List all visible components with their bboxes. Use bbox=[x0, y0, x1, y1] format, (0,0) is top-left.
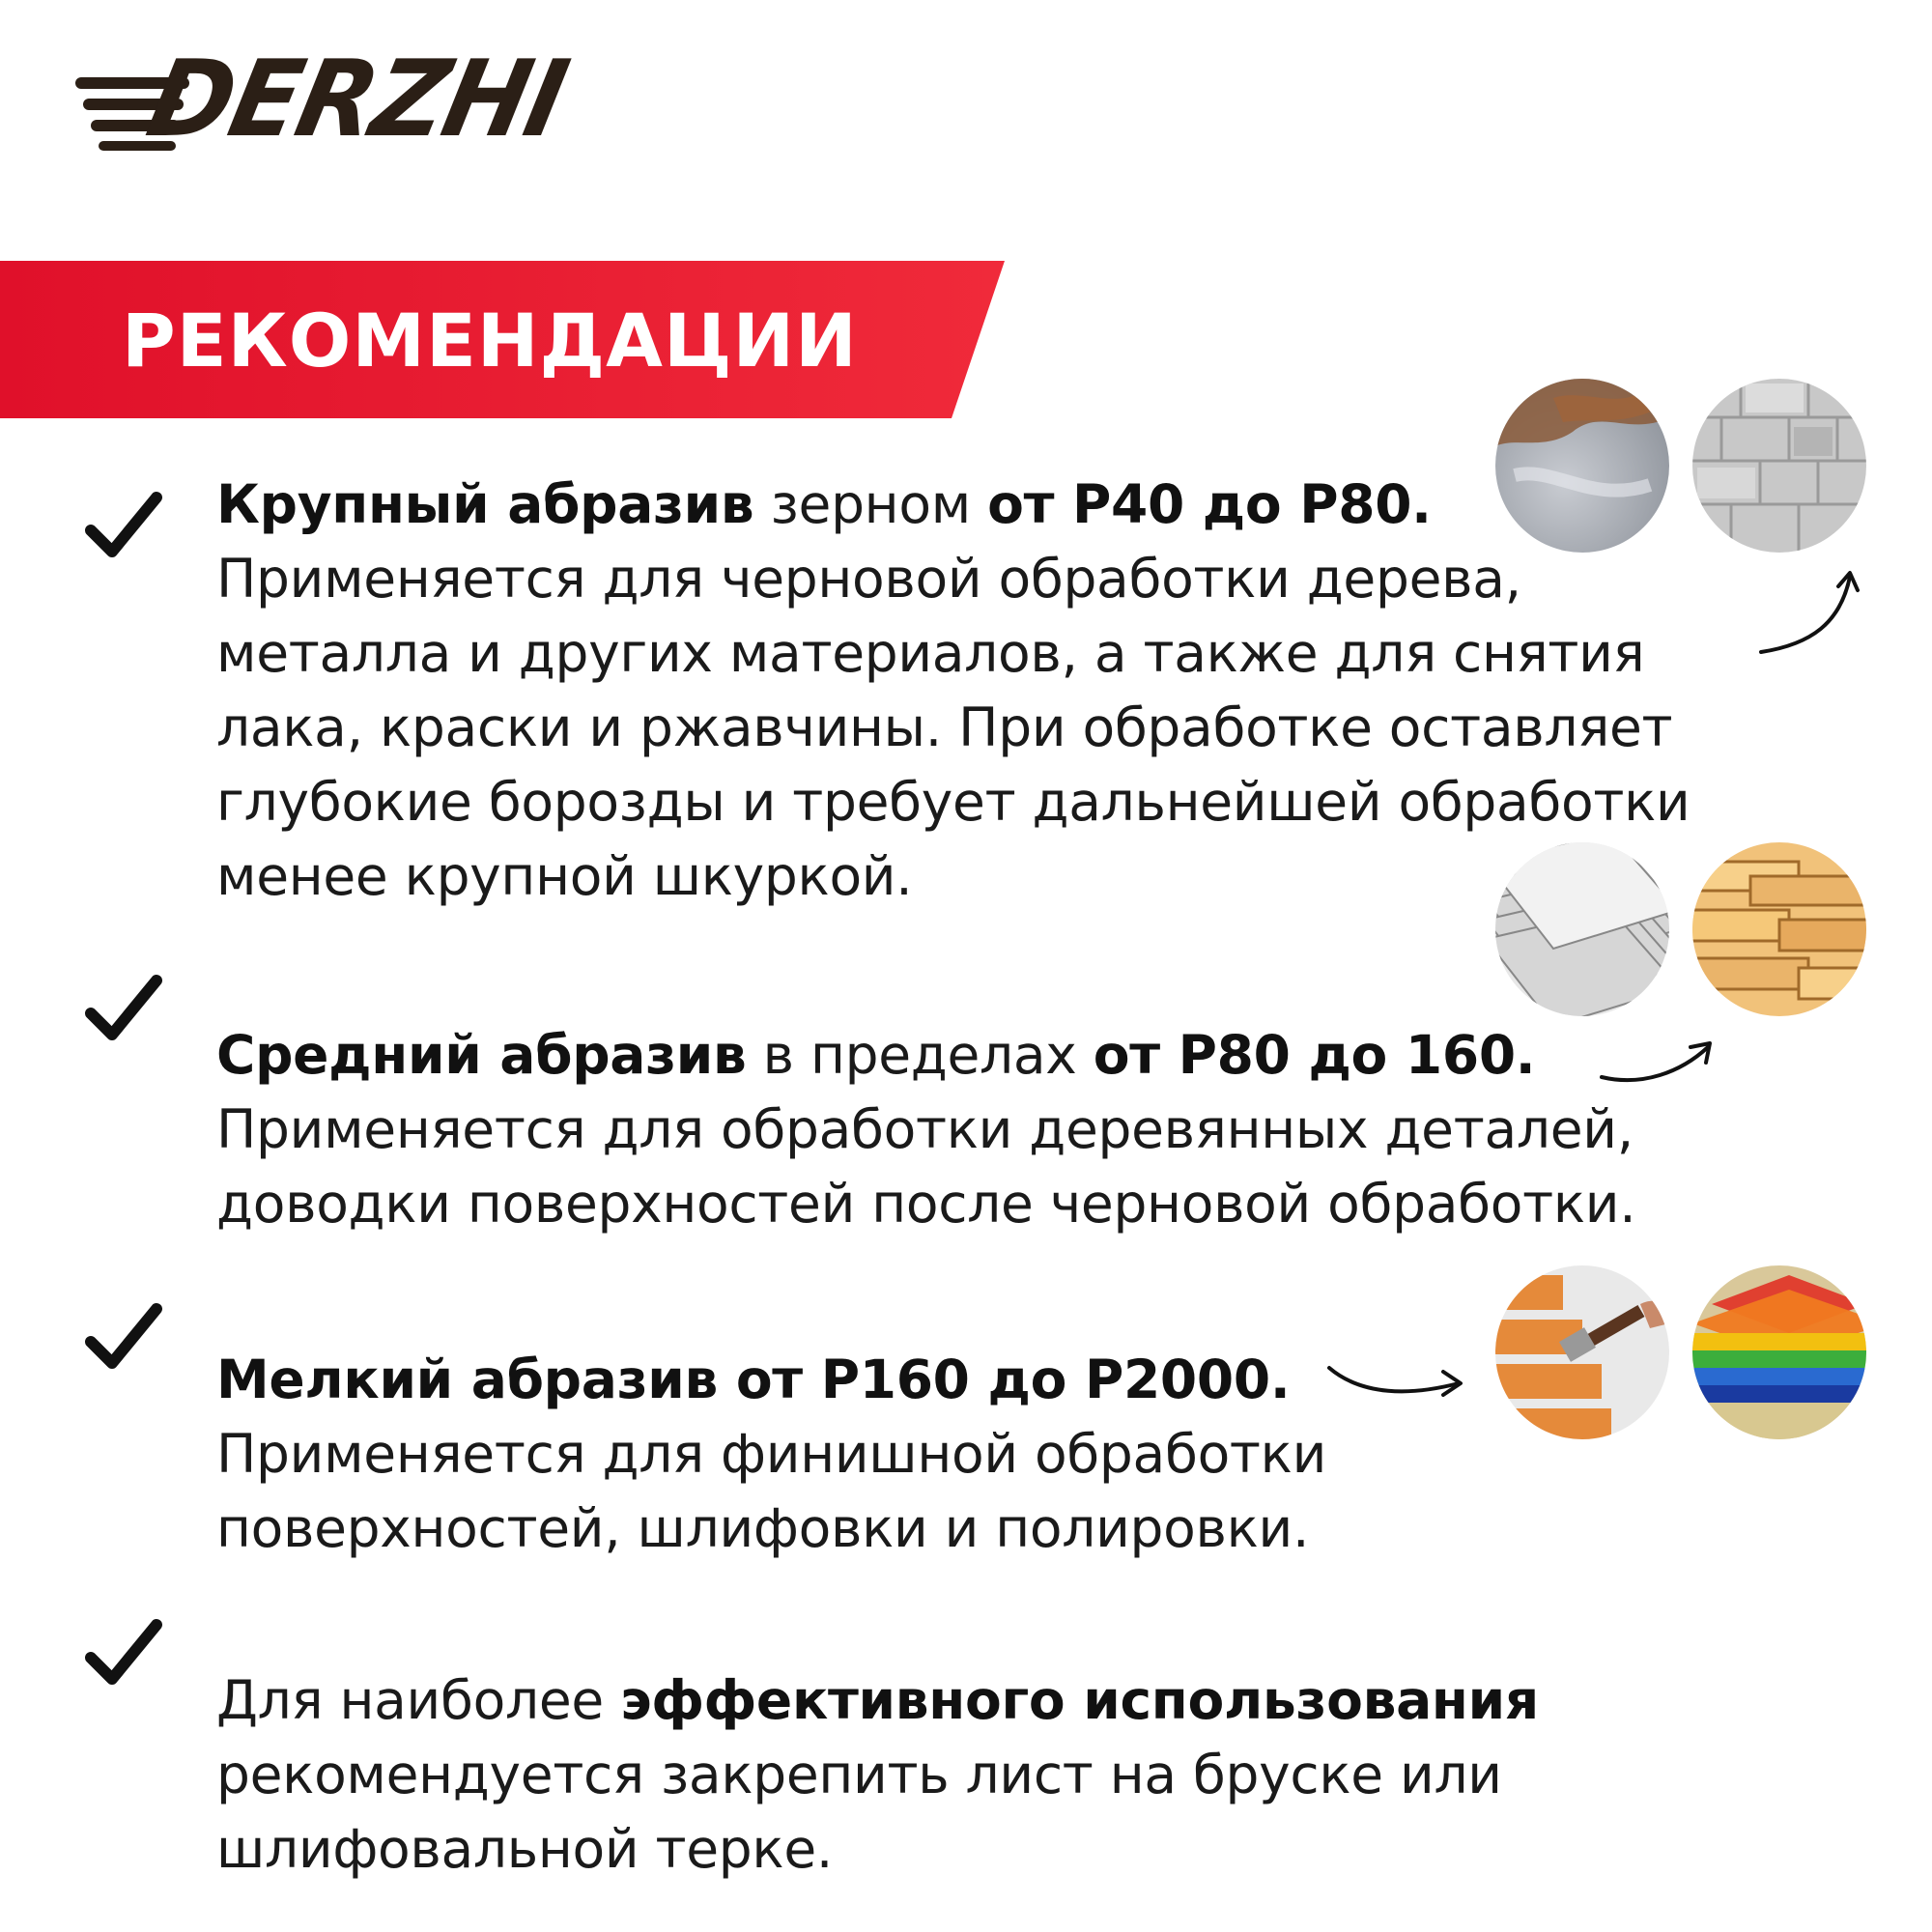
item-line: металла и других материалов, а также для снятия bbox=[216, 622, 1645, 684]
checkmark-icon bbox=[85, 488, 162, 565]
item-line: менее крупной шкуркой. bbox=[216, 845, 913, 907]
stone-wall-icon bbox=[1692, 379, 1866, 553]
item-heading: Крупный абразив зерном от P40 до P80. bbox=[216, 473, 1432, 535]
item-line: глубокие борозды и требует дальнейшей обработки bbox=[216, 771, 1690, 833]
item-heading: Мелкий абразив от P160 до P2000. bbox=[216, 1349, 1291, 1410]
item-heading: Для наиболее эффективного использования bbox=[216, 1669, 1539, 1731]
arrow-icon bbox=[1753, 565, 1869, 662]
section-title: РЕКОМЕНДАЦИИ bbox=[122, 298, 858, 384]
brand-logo bbox=[75, 37, 578, 161]
checkmark-icon bbox=[85, 971, 162, 1048]
checkmark-icon bbox=[85, 1615, 162, 1692]
item-heading: Средний абразив в пределах от P80 до 160. bbox=[216, 1024, 1536, 1086]
checkmark-icon bbox=[85, 1299, 162, 1377]
brand-name: DERZHI bbox=[137, 37, 577, 161]
painting-brush-icon bbox=[1495, 1265, 1669, 1439]
item-line: Применяется для финишной обработки bbox=[216, 1423, 1327, 1485]
item-line: доводки поверхностей после черновой обработки. bbox=[216, 1173, 1636, 1235]
arrow-icon bbox=[1323, 1352, 1468, 1410]
rusty-metal-icon bbox=[1495, 379, 1669, 553]
wood-planks-icon bbox=[1692, 842, 1866, 1016]
item-line: поверхностей, шлифовки и полировки. bbox=[216, 1497, 1310, 1559]
item-line: Применяется для черновой обработки дерева, bbox=[216, 548, 1521, 610]
arrow-icon bbox=[1594, 1034, 1719, 1101]
item-line: Применяется для обработки деревянных деталей, bbox=[216, 1098, 1634, 1160]
item-line: шлифовальной терке. bbox=[216, 1818, 834, 1880]
drywall-sheets-icon bbox=[1495, 842, 1669, 1016]
item-line: рекомендуется закрепить лист на бруске или bbox=[216, 1744, 1502, 1805]
acrylic-sheets-icon bbox=[1692, 1265, 1866, 1439]
recommendation-usage bbox=[216, 1663, 1859, 1887]
item-line: лака, краски и ржавчины. При обработке оставляет bbox=[216, 696, 1673, 758]
